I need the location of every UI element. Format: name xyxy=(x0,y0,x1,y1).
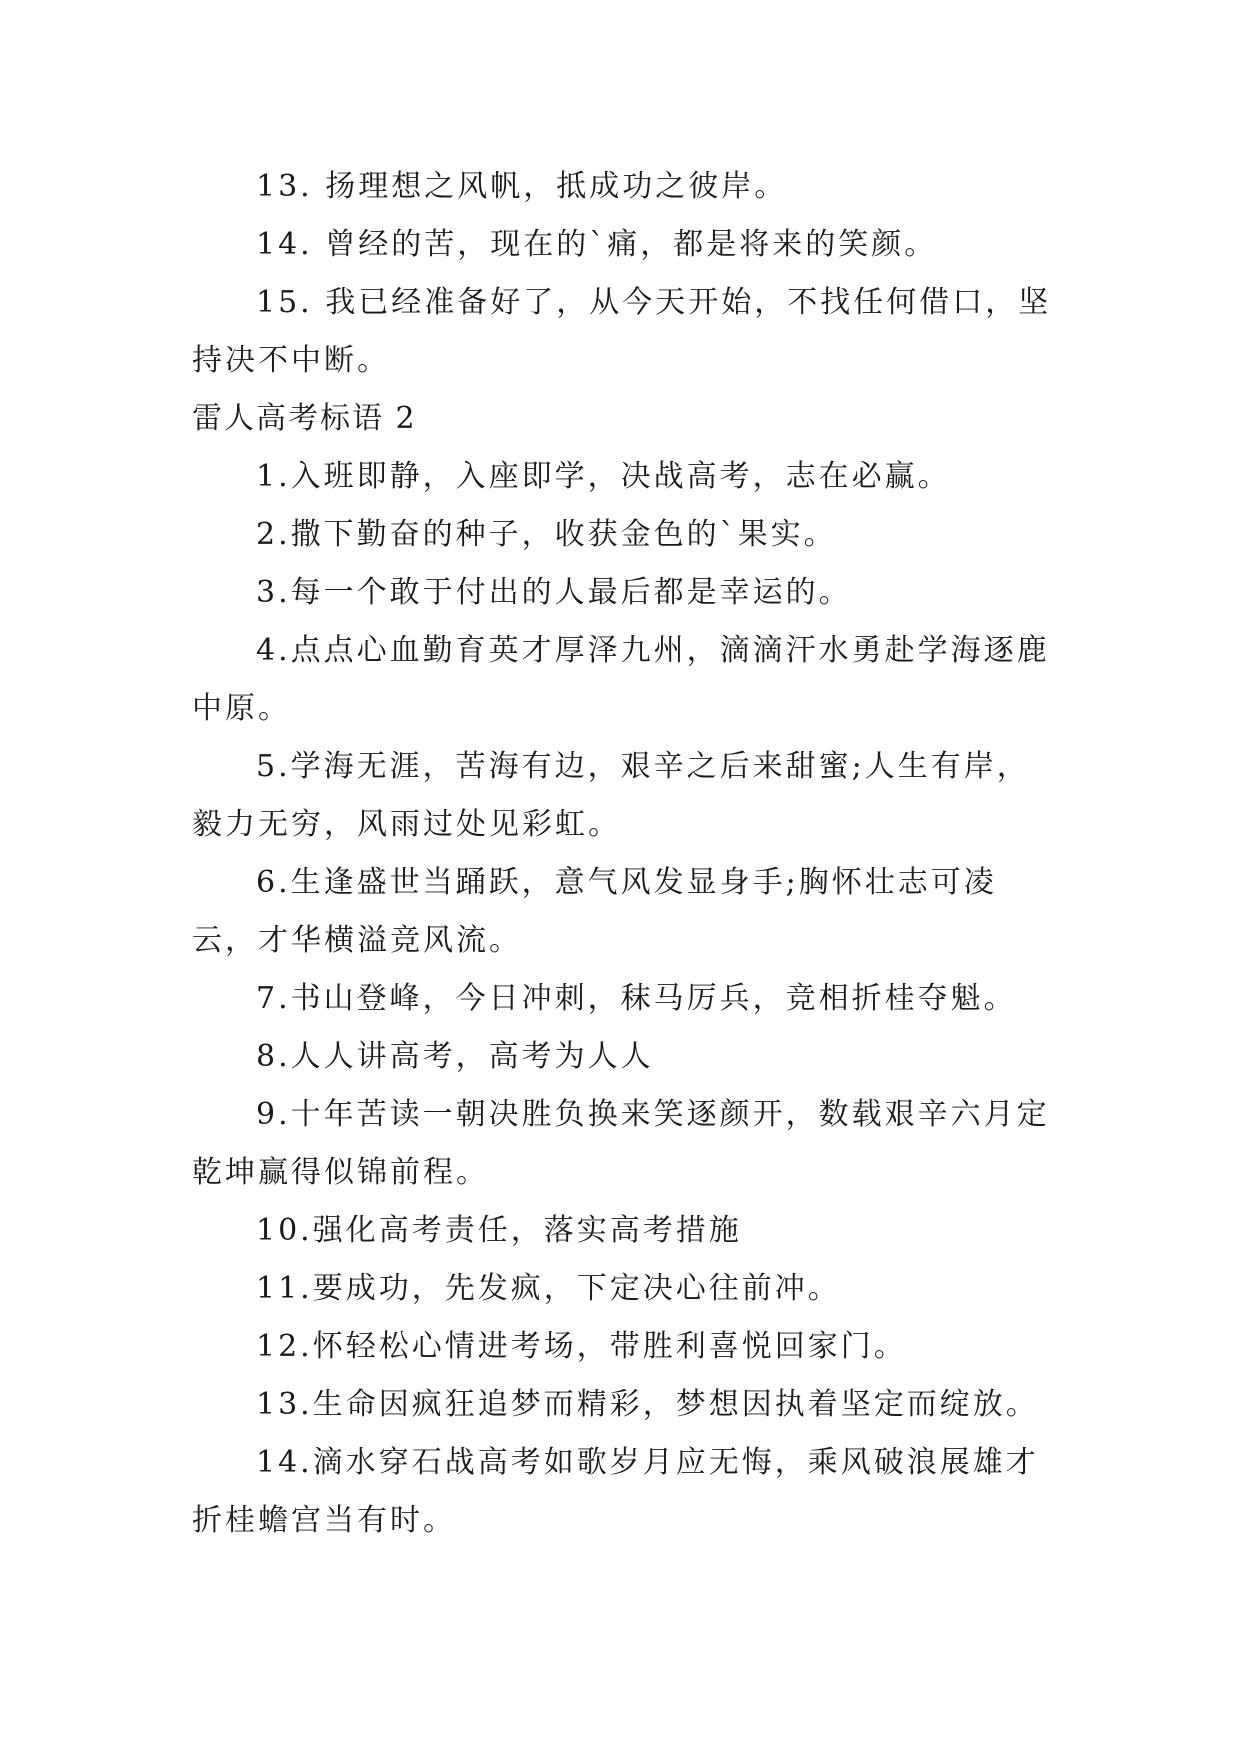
list-item: 4.点点心血勤育英才厚泽九州，滴滴汗水勇赴学海逐鹿中原。 xyxy=(192,633,1050,726)
document-body xyxy=(192,158,1052,1550)
list-item: 1.入班即静，入座即学，决战高考，志在必赢。 xyxy=(256,459,951,494)
section-title: 雷人高考标语 2 xyxy=(192,401,417,436)
list-item: 6.生逢盛世当踊跃，意气风发显身手;胸怀壮志可凌云，才华横溢竞风流。 xyxy=(192,865,997,958)
list-item: 5.学海无涯，苦海有边，艰辛之后来甜蜜;人生有岸，毅力无穷，风雨过处见彩虹。 xyxy=(192,749,1030,842)
list-item: 13.生命因疯狂追梦而精彩，梦想因执着坚定而绽放。 xyxy=(256,1387,1039,1422)
list-item: 15. 我已经准备好了，从今天开始，不找任何借口，坚持决不中断。 xyxy=(192,285,1052,378)
list-item: 14.滴水穿石战高考如歌岁月应无悔，乘风破浪展雄才折桂蟾宫当有时。 xyxy=(192,1445,1039,1538)
list-item: 2.撒下勤奋的种子，收获金色的`果实。 xyxy=(256,517,837,552)
list-item: 9.十年苦读一朝决胜负换来笑逐颜开，数载艰辛六月定乾坤赢得似锦前程。 xyxy=(192,1097,1050,1190)
list-item: 13. 扬理想之风帆，抵成功之彼岸。 xyxy=(256,169,788,204)
list-item: 7.书山登峰，今日冲刺，秣马厉兵，竞相折桂夺魁。 xyxy=(256,981,1017,1016)
list-item: 10.强化高考责任，落实高考措施 xyxy=(256,1213,742,1248)
list-item: 3.每一个敢于付出的人最后都是幸运的。 xyxy=(256,575,852,610)
list-item: 11.要成功，先发疯，下定决心往前冲。 xyxy=(256,1271,841,1306)
list-item: 8.人人讲高考，高考为人人 xyxy=(256,1039,654,1074)
list-item: 12.怀轻松心情进考场，带胜利喜悦回家门。 xyxy=(256,1329,907,1364)
list-item: 14. 曾经的苦，现在的`痛，都是将来的笑颜。 xyxy=(256,227,938,262)
